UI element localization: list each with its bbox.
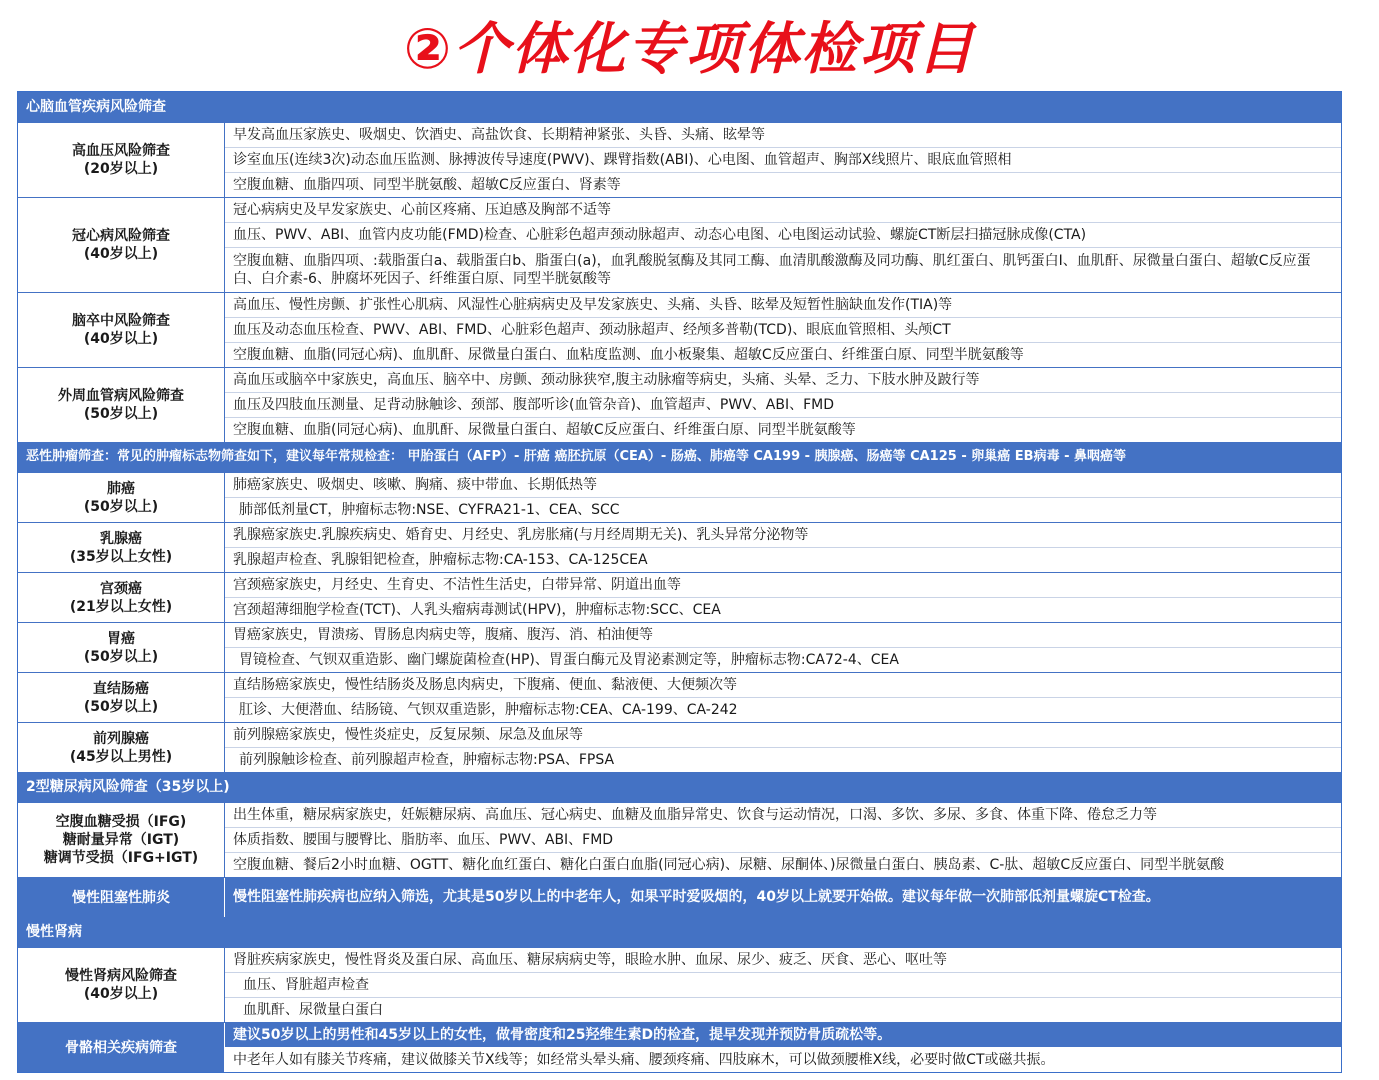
group-peripheral bbox=[18, 367, 1341, 442]
group-label bbox=[18, 1023, 225, 1072]
group-name: 慢性阻塞性肺炎 bbox=[72, 889, 170, 906]
item-row: 冠心病病史及早发家族史、心前区疼痛、压迫感及胸部不适等 bbox=[233, 202, 611, 218]
item-row: 肾脏疾病家族史，慢性肾炎及蛋白尿、高血压、糖尿病病史等，眼睑水肿、血尿、尿少、疲乏、厌食、恶心、呕吐等 bbox=[233, 952, 947, 968]
group-stroke bbox=[18, 292, 1341, 367]
group-name: 宫颈癌 bbox=[100, 580, 142, 597]
group-label bbox=[18, 123, 225, 197]
section-header-kidney: 慢性肾病 bbox=[18, 917, 1341, 947]
group-colorectal-cancer bbox=[18, 672, 1341, 722]
group-age: (40岁以上) bbox=[83, 331, 159, 347]
group-name: 糖耐量异常（IGT) bbox=[62, 832, 180, 848]
group-diabetes bbox=[18, 802, 1341, 877]
group-breast-cancer bbox=[18, 522, 1341, 572]
group-name: 肺癌 bbox=[107, 480, 135, 497]
group-age: (50岁以上) bbox=[83, 648, 159, 665]
item-row: 空腹血糖、餐后2小时血糖、OGTT、糖化血红蛋白、糖化白蛋白血脂(同冠心病)、尿糖、尿酮体、)尿微量白蛋白、胰岛素、C-肽、超敏C反应蛋白、同型半胱氨酸 bbox=[225, 852, 1341, 877]
group-coronary bbox=[18, 197, 1341, 292]
item-row: 直结肠癌家族史，慢性结肠炎及肠息肉病史，下腹痛、便血、黏液便、大便频次等 bbox=[233, 677, 737, 693]
group-name: 慢性肾病风险筛查 bbox=[65, 968, 177, 984]
item-row: 血压、肾脏超声检查 bbox=[225, 972, 1341, 997]
group-cervical-cancer bbox=[18, 572, 1341, 622]
item-row: 血压及四肢血压测量、足背动脉触诊、颈部、腹部听诊(血管杂音)、血管超声、PWV、ABI、FMD bbox=[225, 392, 1341, 417]
item-row: 中老年人如有膝关节疼痛，建议做膝关节X线等；如经常头晕头痛、腰颈疼痛、四肢麻木，可以做颈腰椎X线，必要时做CT或磁共振。 bbox=[225, 1047, 1341, 1072]
group-label bbox=[18, 723, 225, 772]
item-row: 宫颈超薄细胞学检查(TCT)、人乳头瘤病毒测试(HPV)，肿瘤标志物:SCC、CEA bbox=[225, 597, 1341, 622]
item-row: 乳腺癌家族史.乳腺疾病史、婚育史、月经史、乳房胀痛(与月经周期无关)、乳头异常分泌物等 bbox=[233, 527, 809, 543]
group-label bbox=[18, 673, 225, 722]
group-label bbox=[18, 573, 225, 622]
item-row: 肺癌家族史、吸烟史、咳嗽、胸痛、痰中带血、长期低热等 bbox=[233, 477, 597, 493]
group-name: 直结肠癌 bbox=[93, 680, 149, 697]
group-label bbox=[18, 803, 225, 877]
item-row: 诊室血压(连续3次)动态血压监测、脉搏波传导速度(PWV)、踝臂指数(ABI)、心电图、血管超声、胸部X线照片、眼底血管照相 bbox=[225, 147, 1341, 172]
group-age: (50岁以上) bbox=[83, 698, 159, 715]
group-bone bbox=[18, 1022, 1341, 1072]
group-age: (50岁以上) bbox=[83, 498, 159, 515]
group-label bbox=[18, 368, 225, 442]
item-row: 血压及动态血压检查、PWV、ABI、FMD、心脏彩色超声、颈动脉超声、经颅多普勒(TCD)、眼底血管照相、头颅CT bbox=[225, 317, 1341, 342]
item-row: 血压、PWV、ABI、血管内皮功能(FMD)检查、心脏彩色超声颈动脉超声、动态心电图、心电图运动试验、螺旋CT断层扫描冠脉成像(CTA) bbox=[225, 222, 1341, 247]
group-age: (20岁以上) bbox=[83, 161, 159, 177]
item-row: 出生体重，糖尿病家族史，妊娠糖尿病、高血压、冠心病史、血糖及血脂异常史、饮食与运动情况，口渴、多饮、多尿、多食、体重下降、倦怠乏力等 bbox=[233, 807, 1157, 823]
item-row: 肛诊、大便潜血、结肠镜、气钡双重造影，肿瘤标志物:CEA、CA-199、CA-242 bbox=[225, 697, 1341, 722]
checkup-table bbox=[17, 91, 1342, 1073]
group-name: 乳腺癌 bbox=[100, 530, 142, 547]
group-age: (45岁以上男性) bbox=[69, 748, 173, 765]
group-age: (40岁以上) bbox=[83, 986, 159, 1002]
item-row: 前列腺触诊检查、前列腺超声检查，肿瘤标志物:PSA、FPSA bbox=[225, 747, 1341, 772]
group-hypertension bbox=[18, 122, 1341, 197]
item-row: 宫颈癌家族史，月经史、生育史、不洁性生活史，白带异常、阴道出血等 bbox=[233, 577, 681, 593]
item-row: 胃癌家族史，胃溃疡、胃肠息肉病史等，腹痛、腹泻、消、柏油便等 bbox=[233, 627, 653, 643]
item-row: 前列腺癌家族史，慢性炎症史，反复尿频、尿急及血尿等 bbox=[233, 727, 583, 743]
item-row: 建议50岁以上的男性和45岁以上的女性，做骨密度和25羟维生素D的检查，提早发现并预防骨质疏松等。 bbox=[225, 1023, 1341, 1047]
section-header-cardio: 心脑血管疾病风险筛查 bbox=[18, 92, 1341, 122]
group-stomach-cancer bbox=[18, 622, 1341, 672]
group-kidney bbox=[18, 947, 1341, 1022]
item-row: 空腹血糖、血脂(同冠心病)、血肌酐、尿微量白蛋白、血粘度监测、血小板聚集、超敏C反应蛋白、纤维蛋白原、同型半胱氨酸等 bbox=[225, 342, 1341, 367]
group-label bbox=[18, 948, 225, 1022]
item-row: 胃镜检查、气钡双重造影、幽门螺旋菌检查(HP)、胃蛋白酶元及胃泌素测定等，肿瘤标志物:CA72-4、CEA bbox=[225, 647, 1341, 672]
group-name: 空腹血糖受损（IFG) bbox=[55, 814, 187, 830]
group-age: (50岁以上) bbox=[83, 406, 159, 422]
group-name: 胃癌 bbox=[107, 630, 135, 647]
group-name: 前列腺癌 bbox=[93, 730, 149, 747]
group-name: 骨骼相关疾病筛查 bbox=[65, 1039, 177, 1056]
item-row: 高血压或脑卒中家族史，高血压、脑卒中、房颤、颈动脉狭窄,腹主动脉瘤等病史，头痛、头晕、乏力、下肢水肿及跛行等 bbox=[233, 372, 980, 388]
group-name: 冠心病风险筛查 bbox=[72, 228, 170, 244]
item-row: 早发高血压家族史、吸烟史、饮酒史、高盐饮食、长期精神紧张、头昏、头痛、眩晕等 bbox=[233, 127, 765, 143]
group-label bbox=[18, 878, 225, 917]
group-name: 外周血管病风险筛查 bbox=[58, 388, 184, 404]
group-prostate-cancer bbox=[18, 722, 1341, 772]
item-row: 慢性阻塞性肺疾病也应纳入筛选，尤其是50岁以上的中老年人，如果平时爱吸烟的，40岁以上就要开始做。建议每年做一次肺部低剂量螺旋CT检查。 bbox=[233, 889, 1160, 905]
group-name: 脑卒中风险筛查 bbox=[72, 313, 170, 329]
group-name: 糖调节受损（IFG+IGT) bbox=[43, 850, 199, 866]
group-label bbox=[18, 623, 225, 672]
item-row: 空腹血糖、血脂(同冠心病)、血肌酐、尿微量白蛋白、超敏C反应蛋白、纤维蛋白原、同型半胱氨酸等 bbox=[225, 417, 1341, 442]
item-row: 高血压、慢性房颤、扩张性心肌病、风湿性心脏病病史及早发家族史、头痛、头昏、眩晕及短暂性脑缺血发作(TIA)等 bbox=[233, 297, 953, 313]
item-row: 肺部低剂量CT，肿瘤标志物:NSE、CYFRA21-1、CEA、SCC bbox=[225, 497, 1341, 522]
item-row: 空腹血糖、血脂四项、:载脂蛋白a、载脂蛋白b、脂蛋白(a)，血乳酸脱氢酶及其同工酶、血清肌酸激酶及同功酶、肌红蛋白、肌钙蛋白I、血肌酐、尿微量白蛋白、超敏C反应蛋白、白介素-6、肿腐坏死因子、纤维蛋白原、同型半胱氨酸等 bbox=[225, 247, 1341, 292]
group-label bbox=[18, 523, 225, 572]
group-label bbox=[18, 198, 225, 292]
group-age: (21岁以上女性) bbox=[69, 598, 173, 615]
section-header-diabetes: 2型糖尿病风险筛查（35岁以上) bbox=[18, 772, 1341, 802]
group-age: (35岁以上女性) bbox=[69, 548, 173, 565]
page-title: ②个体化专项体检项目 bbox=[403, 17, 976, 82]
item-row: 血肌酐、尿微量白蛋白 bbox=[225, 997, 1341, 1022]
group-age: (40岁以上) bbox=[83, 246, 159, 262]
item-row: 乳腺超声检查、乳腺钼钯检查，肿瘤标志物:CA-153、CA-125CEA bbox=[225, 547, 1341, 572]
item-row: 体质指数、腰围与腰臀比、脂肪率、血压、PWV、ABI、FMD bbox=[225, 827, 1341, 852]
group-label bbox=[18, 293, 225, 367]
group-copd bbox=[18, 877, 1341, 917]
group-name: 高血压风险筛查 bbox=[72, 143, 170, 159]
section-header-tumor: 恶性肿瘤筛查：常见的肿瘤标志物筛查如下，建议每年常规检查： 甲胎蛋白（AFP）- 肝癌 癌胚抗原（CEA）- 肠癌、肺癌等 CA199 - 胰腺癌、肠癌等 CA125 - 卵巢癌 EB病毒 - 鼻咽癌等 bbox=[18, 442, 1341, 472]
item-row: 空腹血糖、血脂四项、同型半胱氨酸、超敏C反应蛋白、肾素等 bbox=[225, 172, 1341, 197]
group-lung-cancer bbox=[18, 472, 1341, 522]
group-label bbox=[18, 473, 225, 522]
